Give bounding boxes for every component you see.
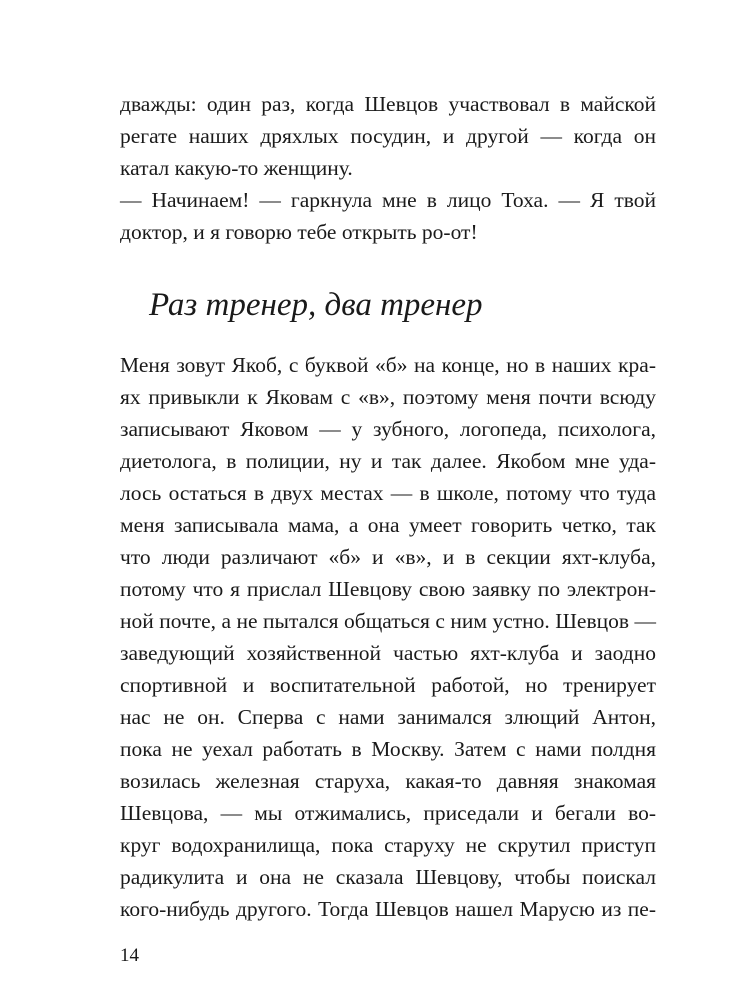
- text-line: радикулита и она не сказала Шевцову, чтобы поискал: [120, 865, 656, 889]
- text-line: записывают Яковом — у зубного, логопеда, психолога,: [120, 417, 656, 441]
- text-line: катал какую-то женщину.: [120, 156, 353, 180]
- text-line: диетолога, в полиции, ну и так далее. Якобом мне уда-: [120, 449, 656, 473]
- text-line: кого-нибудь другого. Тогда Шевцов нашел Марусю из пе-: [120, 897, 656, 921]
- text-line: ной почте, а не пытался общаться с ним устно. Шевцов —: [120, 609, 656, 633]
- text-line: круг водохранилища, пока старуху не скрутил приступ: [120, 833, 656, 857]
- text-line: Шевцова, — мы отжимались, приседали и бегали во-: [120, 801, 656, 825]
- text-line: возилась железная старуха, какая-то давняя знакомая: [120, 769, 656, 793]
- text-line: что люди различают «б» и «в», и в секции яхт-клуба,: [120, 545, 656, 569]
- text-line: дважды: один раз, когда Шевцов участвовал в майской: [120, 92, 656, 116]
- text-line: нас не он. Сперва с нами занимался злющий Антон,: [120, 705, 656, 729]
- text-line: лось остаться в двух местах — в школе, потому что туда: [120, 481, 656, 505]
- text-line: пока не уехал работать в Москву. Затем с нами полдня: [120, 737, 656, 761]
- text-line: меня записывала мама, а она умеет говорить четко, так: [120, 513, 656, 537]
- text-line: доктор, и я говорю тебе открыть ро-от!: [120, 220, 478, 244]
- chapter-heading: Раз тренер, два тренер: [149, 287, 483, 323]
- text-line: потому что я прислал Шевцову свою заявку по электрон-: [120, 577, 656, 601]
- text-line: ях привыкли к Яковам с «в», поэтому меня почти всюду: [120, 385, 656, 409]
- text-line: — Начинаем! — гаркнула мне в лицо Тоха. — Я твой: [120, 188, 656, 212]
- text-line: регате наших дряхлых посудин, и другой — когда он: [120, 124, 656, 148]
- text-line: спортивной и воспитательной работой, но тренирует: [120, 673, 656, 697]
- text-line: Меня зовут Якоб, с буквой «б» на конце, но в наших кра-: [120, 353, 656, 377]
- page-number: 14: [120, 945, 139, 966]
- text-line: заведующий хозяйственной частью яхт-клуба и заодно: [120, 641, 656, 665]
